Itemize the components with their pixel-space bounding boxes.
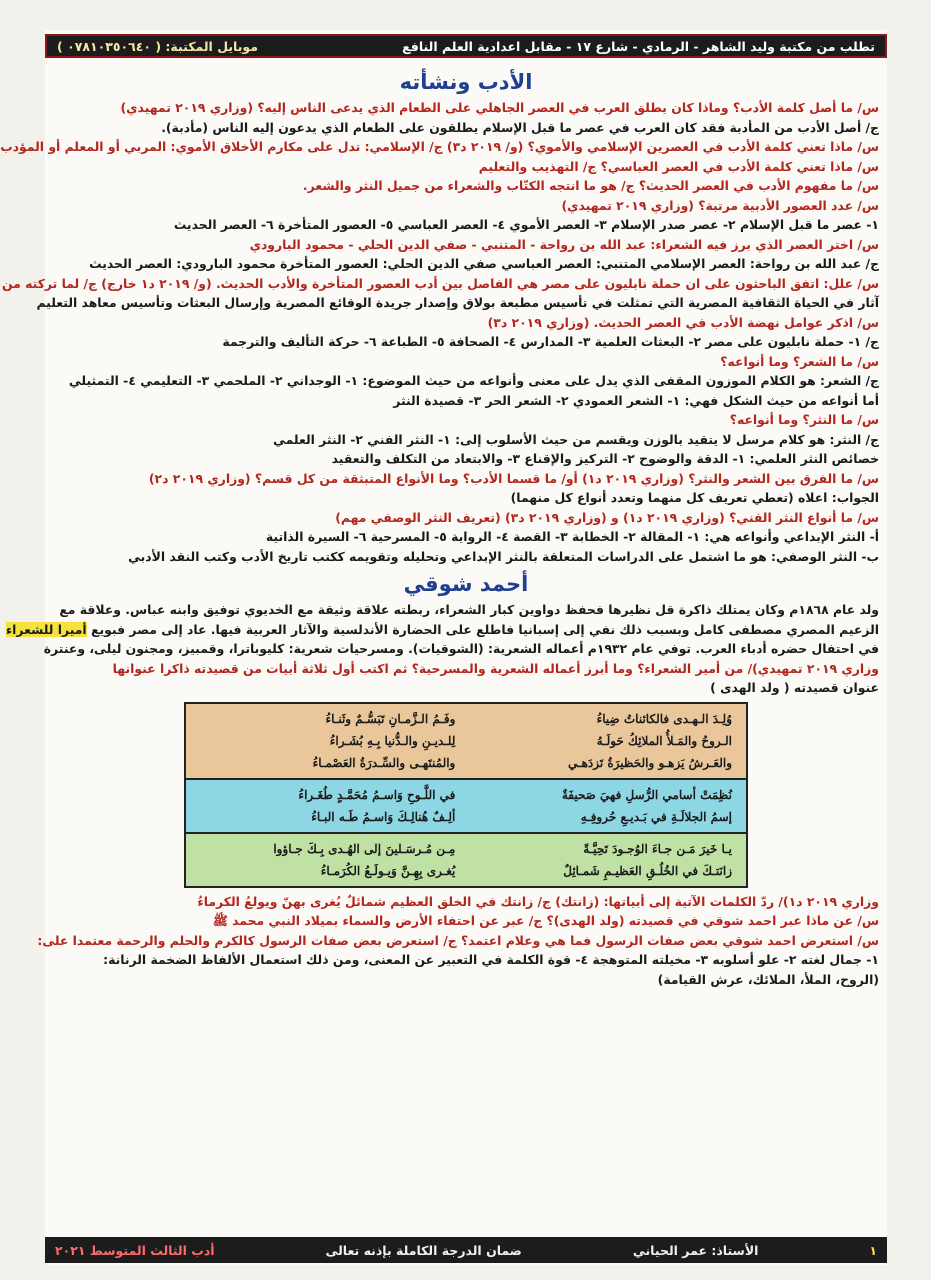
qa-line: س/ ماذا تعني كلمة الأدب في العصر العباسي؟ ج/ التهذيب والتعليم	[478, 158, 879, 174]
header-title: تطلب من مكتبة وليد الشاهر - الرمادي - شارع ١٧ - مقابل اعدادية العلم النافع	[402, 38, 875, 54]
footer-teacher: الأستاذ: عمر الحياني	[632, 1242, 759, 1258]
poem-stanza-2	[186, 780, 746, 834]
qa-line: ١- جمال لغته ٢- علو أسلوبه ٣- مخيلته المتوهجة ٤- قوة الكلمة في التعبير عن المعنى، ومن ذلك استعمال الألفاظ الضخمة الرنانة:	[103, 952, 879, 967]
verse-half: في اللَّـوحِ وَاسـمُ مُحَمَّـدٍ طُغَـراءُ	[298, 787, 456, 802]
page-number: ١	[869, 1242, 877, 1258]
qa-line: س/ عن ماذا عبر احمد شوقي في قصيدته (ولد الهدى)؟ ج/ عبر عن احتفاء الأرض والسماء بميلاد النبي محمد ﷺ	[212, 913, 879, 928]
verse-half: نُظِمَتْ أسامي الرُّسلِ فهيَ صَحيفَةٌ	[561, 787, 732, 802]
qa-line: أما أنواعه من حيث الشكل فهي: ١- الشعر العمودي ٢- الشعر الحر ٣- قصيدة النثر	[393, 392, 879, 408]
verse-half: زانَتـكَ في الخُلُـقِ العَظيـمِ شَمـائِلٌ	[563, 863, 732, 878]
verse-half: يـا خَيرَ مَـن جـاءَ الوُجـودَ تَحِيَّـةً	[583, 841, 732, 856]
poem-second-hemistichs	[200, 784, 455, 828]
qa-line: ج/ أصل الأدب من المأدبة فقد كان العرب في عصر ما قبل الإسلام يطلقون على الطعام الذي يدعون إليه الناس (مأدبة).	[161, 119, 879, 135]
qa-line: أ- النثر الإبداعي وأنواعه هي: ١- المقالة ٢- الخطابة ٣- القصة ٤- الرواية ٥- المسرحية ٦- السيرة الذاتية	[265, 529, 879, 544]
qa-line: س/ ما الفرق بين الشعر والنثر؟ (وزاري ٢٠١٩ د١) أو/ ما قسما الأدب؟ وما الأنواع المتبثقة من كل قسم؟ (وزاري ٢٠١٩ د٢)	[148, 470, 879, 486]
section-title-shawqi: أحمد شوقي	[403, 572, 529, 596]
verse-half: إسمُ الجلالَـةِ في بَـديـعِ حُروفِـهِ	[580, 809, 732, 824]
worksheet-page	[0, 30, 887, 1265]
header-mobile: موبايل المكتبة: ( ٠٧٨١٠٣٥٠٦٤٠ )	[57, 38, 259, 54]
qa-line: س/ ما مفهوم الأدب في العصر الحديث؟ ج/ هو ما انتجه الكتّاب والشعراء من جميل النثر والشعر.	[302, 178, 879, 193]
highlighted-phrase: أميرا للشعراء	[5, 621, 87, 637]
qa-line: الجواب: اعلاه (تعطي تعريف كل منهما وتعدد أنواع كل منهما)	[510, 490, 879, 505]
poem-stanza-3	[186, 834, 746, 886]
poem-first-hemistichs	[477, 838, 732, 882]
literature-qa	[0, 98, 879, 566]
shawqi-bio	[5, 600, 879, 698]
qa-line: س/ ما النثر؟ وما أنواعه؟	[729, 412, 879, 427]
poem-box	[184, 702, 748, 888]
bio-line: ولد عام ١٨٦٨م وكان يمتلك ذاكرة قل نظيرها فحفظ دواوين كبار الشعراء، ربطته علاقة وثيقة مع الخديوي توفيق وابنه عباس. وعلاقة مع	[59, 602, 879, 617]
poem-second-hemistichs	[200, 708, 455, 774]
poem-first-hemistichs	[477, 784, 732, 828]
verse-half: وفَـمُ الـزَّمـانِ تَبَسُّـمٌ وثَنـاءُ	[325, 711, 456, 726]
qa-line: ج/ عبد الله بن رواحة: العصر الإسلامي المتنبي: العصر العباسي صفي الدين الحلي: العصور المتأخرة محمود البارودي: العصر الحديث	[89, 256, 879, 271]
qa-line: س/ اختر العصر الذي برز فيه الشعراء: عبد الله بن رواحة - المتنبي - صفي الدين الحلي - محمود البارودي	[249, 236, 879, 252]
qa-line: ١- عصر ما قبل الإسلام ٢- عصر صدر الإسلام ٣- العصر الأموي ٤- العصر العباسي ٥- العصور المتأخرة ٦- العصر الحديث	[173, 217, 879, 232]
qa-line: س/ ماذا تعني كلمة الأدب في العصرين الإسلامي والأموي؟ (و/ ٢٠١٩ د٣) ج/ الإسلامي: تدل على مكارم الأخلاق الأموي: المربي أو المعلم أو المؤدب	[0, 139, 879, 154]
verse-half: مِـن مُـرسَـلينَ إلى الهُـدى بِـكَ جـاؤوا	[273, 841, 456, 856]
qa-line: س/ استعرض احمد شوقي بعض صفات الرسول فما هي وعلام اعتمد؟ ج/ استعرض بعض صفات الرسول كالكرم والحلم والرحمة معتمدا على:	[37, 932, 879, 948]
bio-line: في احتفال حضره أدباء العرب. توفي عام ١٩٣٢م أعماله الشعرية: (الشوقيات). ومسرحيات شعرية: كليوباترا، وقمبيز، ومجنون ليلى، وعنترة	[43, 641, 879, 656]
qa-line: ج/ النثر: هو كلام مرسل لا يتقيد بالوزن ويقسم من حيث الأسلوب إلى: ١- النثر الفني ٢- النثر العلمي	[273, 431, 879, 447]
verse-half: والعَـرشُ يَزهـو والحَظيرَةُ تَزدَهـي	[568, 755, 732, 770]
bio-line: وزاري ٢٠١٩ تمهيدي)/ من أمير الشعراء؟ وما أبرز أعماله الشعرية والمسرحية؟ ثم اكتب أول ثلاثة أبيات من قصيدته ذاكرا عنوانها	[112, 660, 879, 676]
footer-stage: أدب الثالث المتوسط ٢٠٢١	[55, 1242, 215, 1258]
bio-line: عنوان قصيدته ( ولد الهدى )	[710, 680, 879, 695]
bio-line: الزعيم المصري مصطفى كامل وبسبب ذلك نفي إلى إسبانيا فاطلع على الحضارة الأندلسية والآثار العربية فيها. عاد إلى مصر فبويع أميرا للشعراء	[5, 621, 879, 637]
poem-second-hemistichs	[200, 838, 455, 882]
qa-line: آثار في الحياة الثقافية المصرية التي تمثلت في تأسيس مطبعة بولاق وإصدار جريدة الوقائع المصرية وإرسال البعثات وتأسيس معاهد التعليم	[36, 295, 879, 310]
qa-line: ج/ الشعر: هو الكلام الموزون المقفى الذي يدل على معنى وأنواعه من حيث الموضوع: ١- الوجداني ٢- الملحمي ٣- التعليمي ٤- التمثيلي	[68, 373, 879, 388]
qa-line: (الروح، الملأ، الملائك، عرش القيامة)	[657, 971, 879, 987]
qa-line: س/ ما الشعر؟ وما أنواعه؟	[720, 353, 879, 369]
verse-half: يُغـرى بِهِـنَّ وَيـولَـعُ الكُرَمـاءُ	[320, 863, 456, 878]
content	[0, 64, 879, 1231]
qa-line: س/ علل: اتفق الباحثون على ان حملة نابليون على مصر هي الفاصل بين أدب العصور المتأخرة والأدب الحديث. (و/ ٢٠١٩ د١ خارج) ج/ لما تركته من	[2, 275, 879, 291]
verse-half: لِلـديـنِ والـدُّنيا بِـهِ بُشَـراءُ	[329, 733, 456, 748]
section-title-literature: الأدب ونشأته	[399, 70, 533, 94]
poem-first-hemistichs	[477, 708, 732, 774]
verse-half: والمُنتَهـى والسِّـدرَةُ العَصْمـاءُ	[312, 755, 456, 770]
qa-line: ب- النثر الوصفي: هو ما اشتمل على الدراسات المتعلقة بالنثر الإبداعي وتحليله وتقويمه ككتب تاريخ الأدب وكتب النقد الأدبي	[128, 548, 879, 564]
footer-bar	[45, 1237, 887, 1263]
poem-stanza-1	[186, 704, 746, 780]
verse-half: وُلِـدَ الـهـدى فالكائناتُ ضِياءُ	[596, 711, 732, 726]
footer-motto: ضمان الدرجة الكاملة بإذنه تعالى	[325, 1242, 522, 1258]
qa-line: وزاري ٢٠١٩ د١)/ ردّ الكلمات الآتية إلى أبياتها: (زانتك) ج/ زانتك في الخلق العظيم شمائلٌ يُغرى بهنّ ويولعُ الكرماءُ	[197, 893, 879, 909]
qa-line: س/ ما أنواع النثر الفني؟ (وزاري ٢٠١٩ د١) و (وزاري ٢٠١٩ د٣) (تعريف النثر الوصفي مهم)	[335, 509, 879, 525]
qa-line: خصائص النثر العلمي: ١- الدقة والوضوح ٢- التركيز والإقناع ٣- والابتعاد من التكلف والتعقيد	[331, 451, 879, 466]
verse-half: ألِـفٌ هُنالِـكَ وَاسـمُ طَـه البـاءُ	[311, 809, 456, 824]
qa-line: س/ اذكر عوامل نهضة الأدب في العصر الحديث. (وزاري ٢٠١٩ د٣)	[487, 314, 879, 330]
qa-line: س/ ما أصل كلمة الأدب؟ وماذا كان يطلق العرب في العصر الجاهلي على الطعام الذي يدعى الناس إليه؟ (وزاري ٢٠١٩ تمهيدي)	[120, 100, 879, 115]
verse-half: الـروحُ والمَـلأُ الملائِكُ حَولَـهُ	[596, 733, 732, 748]
header-bar	[45, 34, 887, 58]
shawqi-qa	[37, 892, 879, 990]
qa-line: ج/ ١- حملة نابليون على مصر ٢- البعثات العلمية ٣- المدارس ٤- الصحافة ٥- الطباعة ٦- حركة التأليف والترجمة	[222, 334, 879, 349]
qa-line: س/ عدد العصور الأدبية مرتبة؟ (وزاري ٢٠١٩ تمهيدي)	[561, 197, 879, 213]
